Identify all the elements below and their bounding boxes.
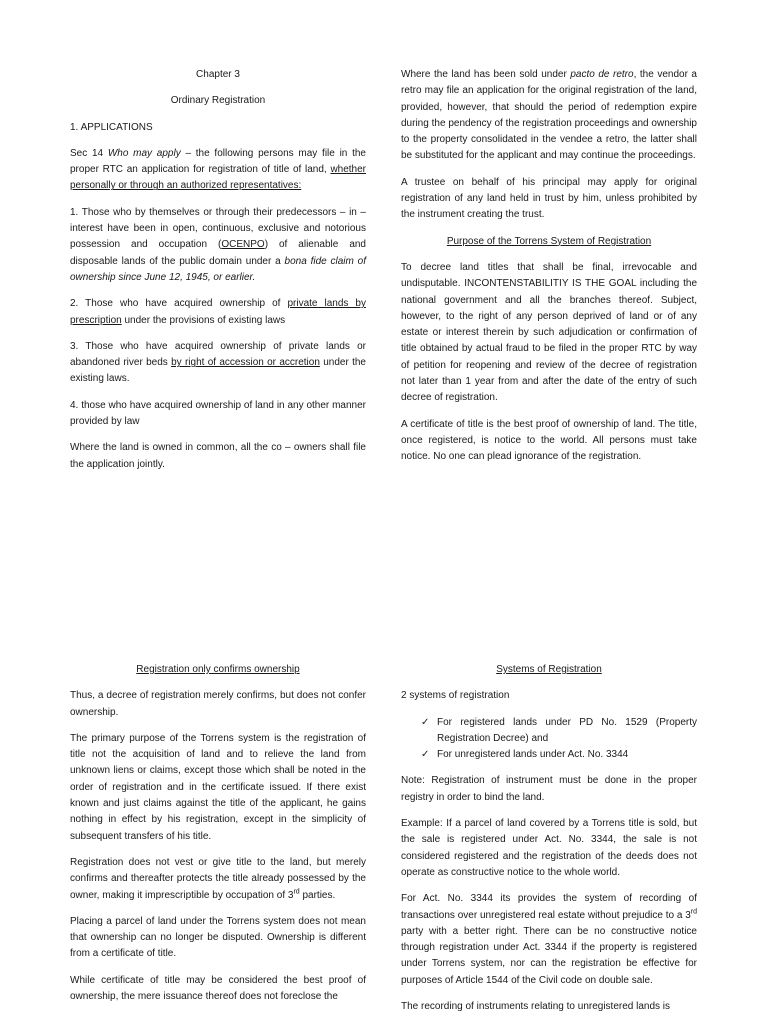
confirms-p2: The primary purpose of the Torrens system is the registration of title not the acquisition of land and to relieve the land from unknown liens or claims, except those which shall be noted in the order of registration and in the certificate issued. If there exist known and just claims against the title of the applicant, he gains nothing in effect by his registration, except in the simplicity of subsequent transfers of his title. bbox=[70, 732, 366, 842]
check-icon: ✓ bbox=[421, 716, 430, 728]
item2-post: under the provisions of existing laws bbox=[121, 314, 286, 326]
trustee-paragraph: A trustee on behalf of his principal may apply for original registration of any land held in trust by him, unless prohibited by the instrument creating the trust. bbox=[401, 176, 697, 221]
pacto-italic: pacto de retro bbox=[570, 69, 634, 80]
act-sup: rd bbox=[690, 908, 697, 916]
systems-intro: 2 systems of registration bbox=[401, 690, 510, 702]
pacto-pre: Where the land has been sold under bbox=[401, 69, 571, 80]
confirms-p4: Placing a parcel of land under the Torrens system does not mean that ownership can no longer be disputed. Ownership is different from a certificate of title. bbox=[70, 915, 366, 960]
systems-heading: Systems of Registration bbox=[496, 664, 602, 675]
pacto-paragraph bbox=[401, 67, 697, 165]
item1-pre: 1. Those who by themselves or through their predecessors – in – interest have been in open, continuous, exclusive and notorious possession and occupation ( bbox=[70, 206, 366, 251]
ocenpo-acronym: OCENPO bbox=[221, 239, 265, 251]
confirms-heading: Registration only confirms ownership bbox=[136, 664, 300, 675]
page2-left-column bbox=[70, 662, 366, 1005]
page1-right-column bbox=[401, 67, 697, 466]
sec14-italic: Who may apply bbox=[107, 147, 181, 159]
page2-right-column bbox=[401, 662, 697, 1015]
confirms-p3 bbox=[70, 855, 366, 904]
act3344-paragraph bbox=[401, 891, 697, 989]
certificate-paragraph: A certificate of title is the best proof of ownership of land. The title, once registered, is notice to the world. All persons must take notice. No one can plead ignorance of the registration. bbox=[401, 418, 697, 463]
bullet-text: For unregistered lands under Act. No. 3344 bbox=[437, 749, 629, 761]
item4-paragraph: 4. those who have acquired ownership of land in any other manner provided by law bbox=[70, 399, 366, 428]
confirms-p1: Thus, a decree of registration merely confirms, but does not confer ownership. bbox=[70, 690, 366, 718]
item3-post: under the existing laws. bbox=[70, 357, 366, 385]
applications-heading: 1. APPLICATIONS bbox=[70, 121, 153, 133]
decree-paragraph: To decree land titles that shall be final, irrevocable and undisputable. INCONTENSTABILITIY IS THE GOAL including the national government and all the branches thereof. Subject, however, to the right of any person deprived of land or of any estate or interest therein by such adjudication or confirmation of title obtained by actual fraud to be filed in the proper RTC by way of petition for reopening and review of the decree of registration not later than 1 year from and after the date of the entry of such decree of registration. bbox=[401, 261, 697, 404]
purpose-heading: Purpose of the Torrens System of Registration bbox=[446, 235, 652, 247]
chapter-label: Chapter 3 bbox=[196, 69, 240, 80]
confirms-p5: While certificate of title may be considered the best proof of ownership, the mere issuance thereof does not foreclose the bbox=[70, 974, 366, 1003]
note-paragraph: Note: Registration of instrument must be done in the proper registry in order to bind the land. bbox=[401, 775, 697, 803]
sec14-prefix: Sec 14 bbox=[70, 147, 108, 159]
item3-pre: 3. Those who have acquired ownership of private lands or abandoned river beds bbox=[70, 340, 366, 369]
item3-underlined: by right of accession or accretion bbox=[171, 357, 320, 369]
page1-left-column bbox=[70, 67, 366, 473]
item2-paragraph bbox=[70, 296, 366, 329]
systems-list bbox=[401, 715, 697, 764]
item1-paragraph bbox=[70, 205, 366, 286]
item1-mid: ) of alienable and disposable lands of the public domain under a bbox=[70, 239, 366, 267]
item2-underlined: private lands by prescription bbox=[70, 298, 366, 326]
sec14-underlined: whether personally or through an authorized representatives: bbox=[70, 164, 367, 192]
act-post: party with a better right. There can be no constructive notice through registration under Act. 3344 if the property is registered under Torrens system, nor can the registration be effective for purposes of Article 1544 of the Civil code on double sale. bbox=[401, 925, 697, 986]
bullet-text: For registered lands under PD No. 1529 (Property Registration Decree) and bbox=[437, 716, 697, 744]
chapter-title: Ordinary Registration bbox=[170, 95, 266, 107]
co-owners-paragraph: Where the land is owned in common, all the co – owners shall file the application jointly. bbox=[70, 442, 366, 470]
example-paragraph: Example: If a parcel of land covered by a Torrens title is sold, but the sale is registered under Act. No. 3344, the sale is not considered registered and the registration of the deeds does not operate as constructive notice to the whole world. bbox=[401, 818, 697, 878]
act-pre: For Act. No. 3344 its provides the system of recording of transactions over unregistered real estate without prejudice to a 3 bbox=[401, 893, 697, 921]
recording-paragraph: The recording of instruments relating to unregistered lands is bbox=[401, 1001, 671, 1013]
sec14-rest: – the following persons may file in the proper RTC an application for registration of title of land, bbox=[70, 147, 366, 176]
item3-paragraph bbox=[70, 339, 366, 388]
p3-sup: rd bbox=[293, 888, 300, 896]
pacto-post: , the vendor a retro may file an application for the original registration of the land, provided, however, that should the period of redemption expire during the pendency of the registration proceedings and ownership to the property consolidated in the vendee a retro, the latter shall be substituted for the applicant and may continue the proceedings. bbox=[401, 69, 697, 162]
p3-post: parties. bbox=[299, 889, 336, 901]
list-item bbox=[421, 747, 697, 763]
item2-pre: 2. Those who have acquired ownership of bbox=[70, 298, 288, 310]
list-item bbox=[421, 715, 697, 748]
sec14-paragraph bbox=[70, 146, 366, 195]
p3-pre: Registration does not vest or give title to the land, but merely confirms and thereafter protects the title already possessed by the owner, making it imprescriptible by occupation of 3 bbox=[70, 856, 366, 901]
check-icon: ✓ bbox=[421, 749, 430, 761]
item1-italic: bona fide claim of ownership since June 12, 1945, or earlier. bbox=[70, 255, 366, 283]
